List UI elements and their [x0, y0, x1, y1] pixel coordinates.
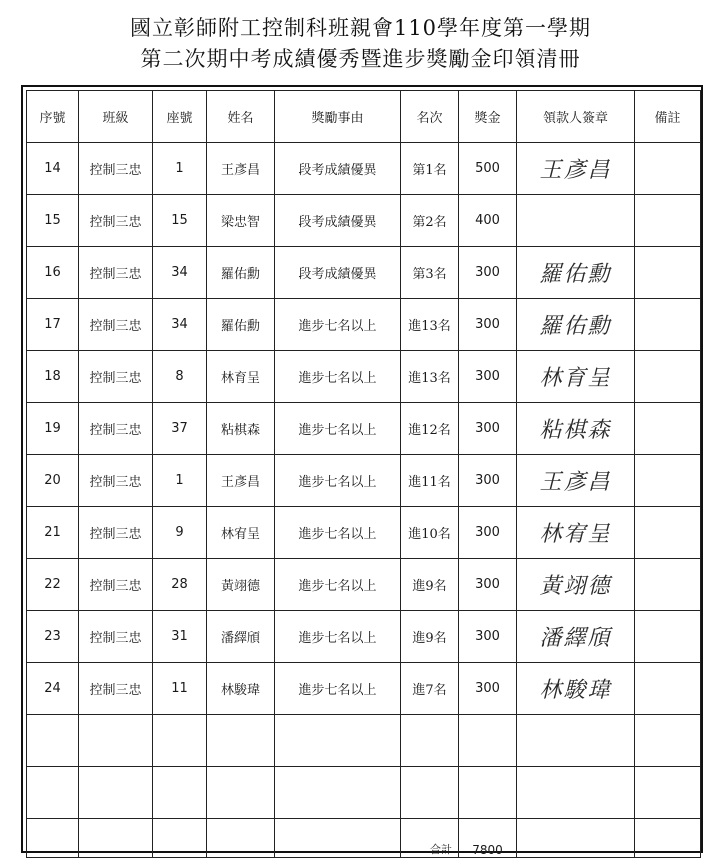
recipient-signature: 王彥昌 [517, 143, 635, 195]
student-name-cell: 梁忠智 [207, 195, 275, 247]
award-amount-cell: 300 [459, 403, 517, 455]
rank-cell: 進7名 [401, 663, 459, 715]
empty-cell [275, 819, 401, 858]
empty-cell [459, 715, 517, 767]
remarks-cell [635, 455, 701, 507]
table-row [27, 143, 701, 195]
empty-cell [401, 767, 459, 819]
class-cell: 控制三忠 [79, 247, 153, 299]
rank-cell: 第1名 [401, 143, 459, 195]
award-reason-cell: 段考成績優異 [275, 247, 401, 299]
award-amount-cell: 300 [459, 455, 517, 507]
seat-number-cell: 8 [153, 351, 207, 403]
payment-register-table [26, 90, 701, 858]
award-reason-cell: 進步七名以上 [275, 663, 401, 715]
rank-cell: 進12名 [401, 403, 459, 455]
serial-number-cell: 17 [27, 299, 79, 351]
header-row [27, 91, 701, 143]
recipient-signature: 林育呈 [517, 351, 635, 403]
rank-cell: 進11名 [401, 455, 459, 507]
header-cell: 獎金 [459, 91, 517, 143]
student-name-cell: 林宥呈 [207, 507, 275, 559]
recipient-signature: 林駿瑋 [517, 663, 635, 715]
empty-cell [27, 819, 79, 858]
award-reason-cell: 進步七名以上 [275, 611, 401, 663]
table-row [27, 663, 701, 715]
recipient-signature: 潘繹頎 [517, 611, 635, 663]
class-cell: 控制三忠 [79, 507, 153, 559]
empty-cell [153, 819, 207, 858]
student-name-cell: 黃翊德 [207, 559, 275, 611]
header-cell: 座號 [153, 91, 207, 143]
table-row [27, 611, 701, 663]
class-cell: 控制三忠 [79, 403, 153, 455]
class-cell: 控制三忠 [79, 299, 153, 351]
remarks-cell [635, 611, 701, 663]
recipient-signature: 羅佑勳 [517, 299, 635, 351]
header-cell: 獎勵事由 [275, 91, 401, 143]
table-row [27, 403, 701, 455]
rank-cell: 進13名 [401, 299, 459, 351]
serial-number-cell: 23 [27, 611, 79, 663]
rank-cell: 第3名 [401, 247, 459, 299]
award-amount-cell: 300 [459, 663, 517, 715]
serial-number-cell: 24 [27, 663, 79, 715]
class-cell: 控制三忠 [79, 195, 153, 247]
class-cell: 控制三忠 [79, 351, 153, 403]
total-amount: 7800 [459, 819, 517, 858]
award-reason-cell: 段考成績優異 [275, 195, 401, 247]
header-cell: 名次 [401, 91, 459, 143]
empty-cell [517, 819, 635, 858]
header-cell: 姓名 [207, 91, 275, 143]
empty-cell [207, 715, 275, 767]
header-cell: 序號 [27, 91, 79, 143]
empty-cell [27, 767, 79, 819]
award-amount-cell: 300 [459, 507, 517, 559]
student-name-cell: 王彥昌 [207, 455, 275, 507]
table-row [27, 299, 701, 351]
class-cell: 控制三忠 [79, 143, 153, 195]
empty-cell [79, 715, 153, 767]
recipient-signature: 林宥呈 [517, 507, 635, 559]
class-cell: 控制三忠 [79, 559, 153, 611]
seat-number-cell: 34 [153, 299, 207, 351]
remarks-cell [635, 507, 701, 559]
student-name-cell: 潘繹頎 [207, 611, 275, 663]
serial-number-cell: 21 [27, 507, 79, 559]
remarks-cell [635, 559, 701, 611]
seat-number-cell: 34 [153, 247, 207, 299]
seat-number-cell: 37 [153, 403, 207, 455]
recipient-signature: 粘棋森 [517, 403, 635, 455]
serial-number-cell: 16 [27, 247, 79, 299]
award-reason-cell: 進步七名以上 [275, 507, 401, 559]
seat-number-cell: 31 [153, 611, 207, 663]
rank-cell: 進9名 [401, 559, 459, 611]
remarks-cell [635, 143, 701, 195]
header-cell: 備註 [635, 91, 701, 143]
recipient-signature [517, 195, 635, 247]
empty-cell [635, 715, 701, 767]
serial-number-cell: 22 [27, 559, 79, 611]
rank-cell: 進13名 [401, 351, 459, 403]
empty-cell [27, 715, 79, 767]
recipient-signature: 黃翊德 [517, 559, 635, 611]
rank-cell: 第2名 [401, 195, 459, 247]
class-cell: 控制三忠 [79, 611, 153, 663]
remarks-cell [635, 403, 701, 455]
table-row [27, 455, 701, 507]
student-name-cell: 林育呈 [207, 351, 275, 403]
empty-cell [401, 715, 459, 767]
table-row [27, 351, 701, 403]
document-title-line2: 第二次期中考成績優秀暨進步獎勵金印領清冊 [140, 47, 581, 71]
table-row [27, 507, 701, 559]
award-reason-cell: 段考成績優異 [275, 143, 401, 195]
recipient-signature: 羅佑勳 [517, 247, 635, 299]
student-name-cell: 羅佑勳 [207, 299, 275, 351]
empty-cell [153, 715, 207, 767]
empty-row [27, 767, 701, 819]
student-name-cell: 林駿瑋 [207, 663, 275, 715]
empty-row [27, 715, 701, 767]
remarks-cell [635, 299, 701, 351]
total-row [27, 819, 701, 858]
empty-cell [275, 767, 401, 819]
empty-cell [79, 767, 153, 819]
recipient-signature: 王彥昌 [517, 455, 635, 507]
empty-cell [207, 767, 275, 819]
empty-cell [459, 767, 517, 819]
seat-number-cell: 1 [153, 143, 207, 195]
seat-number-cell: 9 [153, 507, 207, 559]
student-name-cell: 羅佑勳 [207, 247, 275, 299]
award-amount-cell: 300 [459, 247, 517, 299]
table-row [27, 247, 701, 299]
empty-cell [275, 715, 401, 767]
document-title-line1: 國立彰師附工控制科班親會110學年度第一學期 [129, 16, 592, 40]
seat-number-cell: 1 [153, 455, 207, 507]
serial-number-cell: 15 [27, 195, 79, 247]
award-amount-cell: 300 [459, 299, 517, 351]
remarks-cell [635, 351, 701, 403]
empty-cell [635, 767, 701, 819]
serial-number-cell: 20 [27, 455, 79, 507]
award-amount-cell: 500 [459, 143, 517, 195]
header-cell: 班級 [79, 91, 153, 143]
serial-number-cell: 19 [27, 403, 79, 455]
empty-cell [207, 819, 275, 858]
award-amount-cell: 300 [459, 611, 517, 663]
seat-number-cell: 15 [153, 195, 207, 247]
empty-cell [153, 767, 207, 819]
student-name-cell: 粘棋森 [207, 403, 275, 455]
award-reason-cell: 進步七名以上 [275, 299, 401, 351]
empty-cell [635, 819, 701, 858]
seat-number-cell: 28 [153, 559, 207, 611]
remarks-cell [635, 663, 701, 715]
remarks-cell [635, 247, 701, 299]
serial-number-cell: 14 [27, 143, 79, 195]
award-amount-cell: 300 [459, 559, 517, 611]
award-reason-cell: 進步七名以上 [275, 351, 401, 403]
class-cell: 控制三忠 [79, 455, 153, 507]
total-label: 合計 [401, 819, 459, 858]
empty-cell [517, 767, 635, 819]
serial-number-cell: 18 [27, 351, 79, 403]
award-reason-cell: 進步七名以上 [275, 559, 401, 611]
award-amount-cell: 300 [459, 351, 517, 403]
award-reason-cell: 進步七名以上 [275, 455, 401, 507]
remarks-cell [635, 195, 701, 247]
student-name-cell: 王彥昌 [207, 143, 275, 195]
award-reason-cell: 進步七名以上 [275, 403, 401, 455]
empty-cell [79, 819, 153, 858]
table-row [27, 195, 701, 247]
table-row [27, 559, 701, 611]
class-cell: 控制三忠 [79, 663, 153, 715]
header-cell: 領款人簽章 [517, 91, 635, 143]
rank-cell: 進9名 [401, 611, 459, 663]
seat-number-cell: 11 [153, 663, 207, 715]
empty-cell [517, 715, 635, 767]
award-amount-cell: 400 [459, 195, 517, 247]
rank-cell: 進10名 [401, 507, 459, 559]
